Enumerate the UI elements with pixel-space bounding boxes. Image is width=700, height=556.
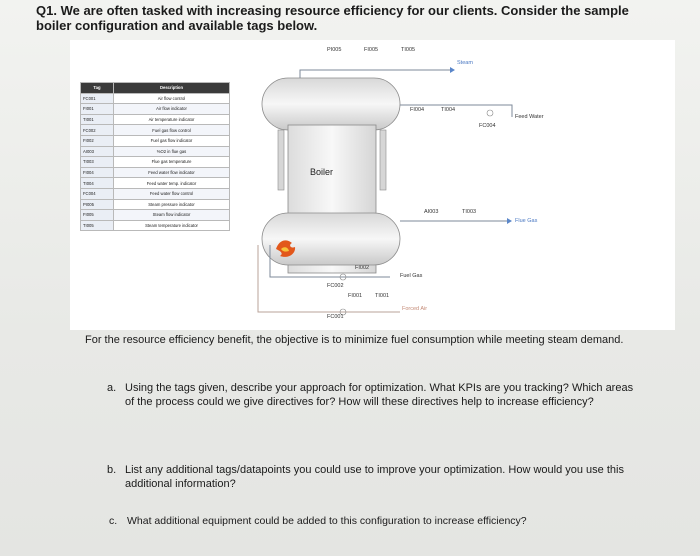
feed-water-valve-icon <box>487 110 493 116</box>
tag-cell: FI005 <box>81 210 114 221</box>
description-column-header: Description <box>114 83 230 94</box>
ti005-label: TI005 <box>401 47 416 53</box>
tag-cell: FC002 <box>81 125 114 136</box>
description-cell: Feed water temp. indicator <box>114 178 230 189</box>
description-cell: Feed water flow indicator <box>114 167 230 178</box>
question-a-text: Using the tags given, describe your approach for optimization. What KPIs are you tracking? Which areas of the process could we give directives for? How will these directives help to increase efficiency? <box>125 382 634 408</box>
boiler-label: Boiler <box>310 167 334 177</box>
objective-paragraph: For the resource efficiency benefit, the objective is to minimize fuel consumption while meeting steam demand. <box>85 334 624 346</box>
description-cell: Feed water flow control <box>114 188 230 199</box>
flue-gas-arrow-icon <box>507 218 512 224</box>
tag-cell: TI005 <box>81 220 114 231</box>
description-cell: Flue gas temperature <box>114 157 230 168</box>
fi004-label: FI004 <box>410 107 425 113</box>
description-cell: Steam flow indicator <box>114 210 230 221</box>
description-cell: %O2 in flue gas <box>114 146 230 157</box>
downcomer-left <box>278 130 284 190</box>
question-c <box>109 514 647 528</box>
tag-cell: FI004 <box>81 167 114 178</box>
feed-water-label: Feed Water <box>515 114 544 120</box>
tag-column-header: Tag <box>81 83 114 94</box>
mud-drum <box>262 213 400 265</box>
question-c-marker: c. <box>109 515 118 527</box>
fi002-label: FI002 <box>355 265 370 271</box>
description-cell: Air temperature indicator <box>114 114 230 125</box>
steam-arrow-icon <box>450 67 455 73</box>
tag-cell: TI003 <box>81 157 114 168</box>
steam-drum <box>262 78 400 130</box>
tag-cell: TI004 <box>81 178 114 189</box>
question-a <box>107 381 645 409</box>
tag-cell: FC004 <box>81 188 114 199</box>
downcomer-right <box>380 130 386 190</box>
ai003-label: AI003 <box>424 209 439 215</box>
description-cell: Steam pressure indicator <box>114 199 230 210</box>
question-heading: Q1. We are often tasked with increasing resource efficiency for our clients. Consider the sample boiler configuration and available tags below. <box>36 3 629 33</box>
question-b <box>107 463 650 491</box>
ti001-label: TI001 <box>375 293 390 299</box>
fc002-label: FC002 <box>327 283 344 289</box>
forced-air-label: Forced Air <box>402 306 428 312</box>
description-cell: Steam temperature indicator <box>114 220 230 231</box>
description-cell: Air flow control <box>114 93 230 104</box>
description-cell: Air flow indicator <box>114 104 230 115</box>
tag-cell: PI005 <box>81 199 114 210</box>
tag-cell: FI002 <box>81 135 114 146</box>
fi001-label: FI001 <box>348 293 363 299</box>
pi005-label: PI005 <box>327 47 342 53</box>
question-b-marker: b. <box>107 464 117 476</box>
flue-gas-label: Flue Gas <box>515 218 538 224</box>
steam-label: Steam <box>457 60 473 66</box>
question-a-marker: a. <box>107 382 117 394</box>
tag-cell: FI001 <box>81 104 114 115</box>
fuel-gas-label: Fuel Gas <box>400 273 423 279</box>
description-cell: Fuel gas flow control <box>114 125 230 136</box>
question-c-text: What additional equipment could be added to this configuration to increase efficiency? <box>127 515 527 527</box>
question-b-text: List any additional tags/datapoints you could use to improve your optimization. How would you use this additional information? <box>125 464 624 490</box>
tag-cell: TI001 <box>81 114 114 125</box>
description-cell: Fuel gas flow indicator <box>114 135 230 146</box>
ti004-label: TI004 <box>441 107 456 113</box>
tag-cell: FC001 <box>81 93 114 104</box>
tag-cell: AI003 <box>81 146 114 157</box>
fc004-label: FC004 <box>479 123 496 129</box>
fi005-label: FI005 <box>364 47 379 53</box>
ti003-label: TI003 <box>462 209 477 215</box>
fc001-label: FC001 <box>327 314 344 320</box>
